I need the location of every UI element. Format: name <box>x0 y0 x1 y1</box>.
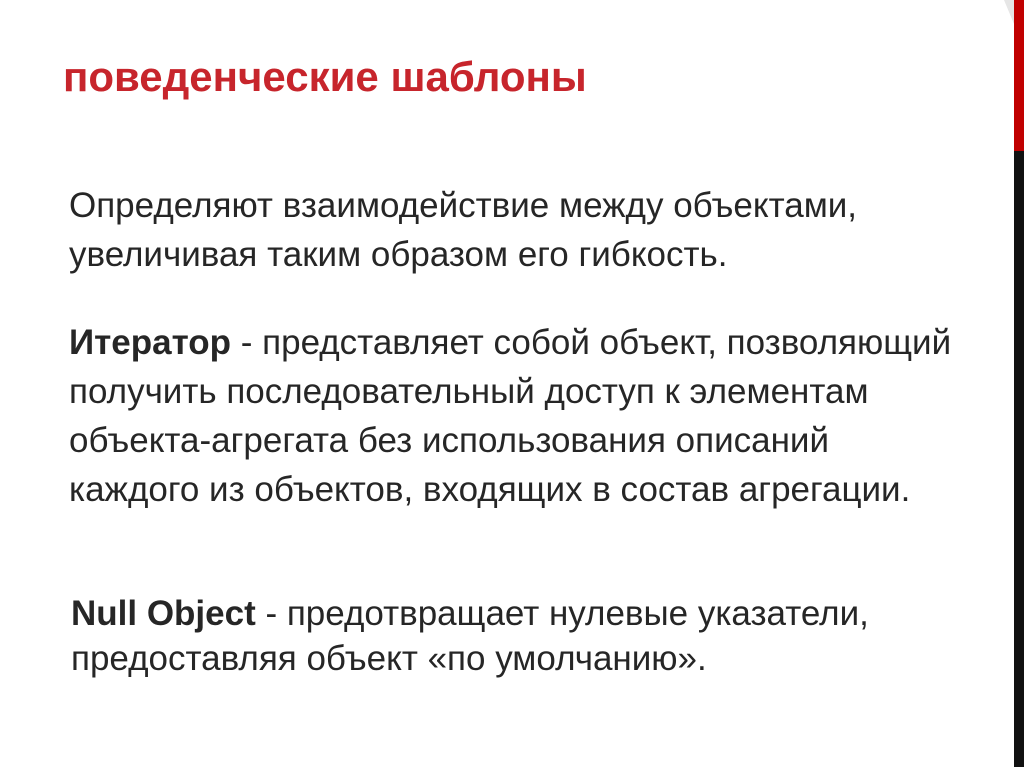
edge-accent-red <box>1014 0 1024 151</box>
intro-paragraph: Определяют взаимодействие между объектами, увеличивая таким образом его гибкость. <box>69 186 858 274</box>
null-object-description: - предотвращает нулевые указатели, предоставляя объект «по умолчанию». <box>71 594 869 678</box>
null-object-paragraph <box>71 591 1011 681</box>
iterator-description: - представляет собой объект, позволяющий получить последовательный доступ к элементам объекта-агрегата без использования описаний каждого из объектов, входящих в состав агрегации. <box>69 323 952 509</box>
slide-title: поведенческие шаблоны <box>63 53 587 100</box>
iterator-paragraph <box>69 318 969 514</box>
edge-accent-black <box>1014 151 1024 767</box>
iterator-term: Итератор <box>69 323 232 362</box>
null-object-term: Null Object <box>71 594 256 633</box>
page-fold-corner <box>1004 0 1014 24</box>
